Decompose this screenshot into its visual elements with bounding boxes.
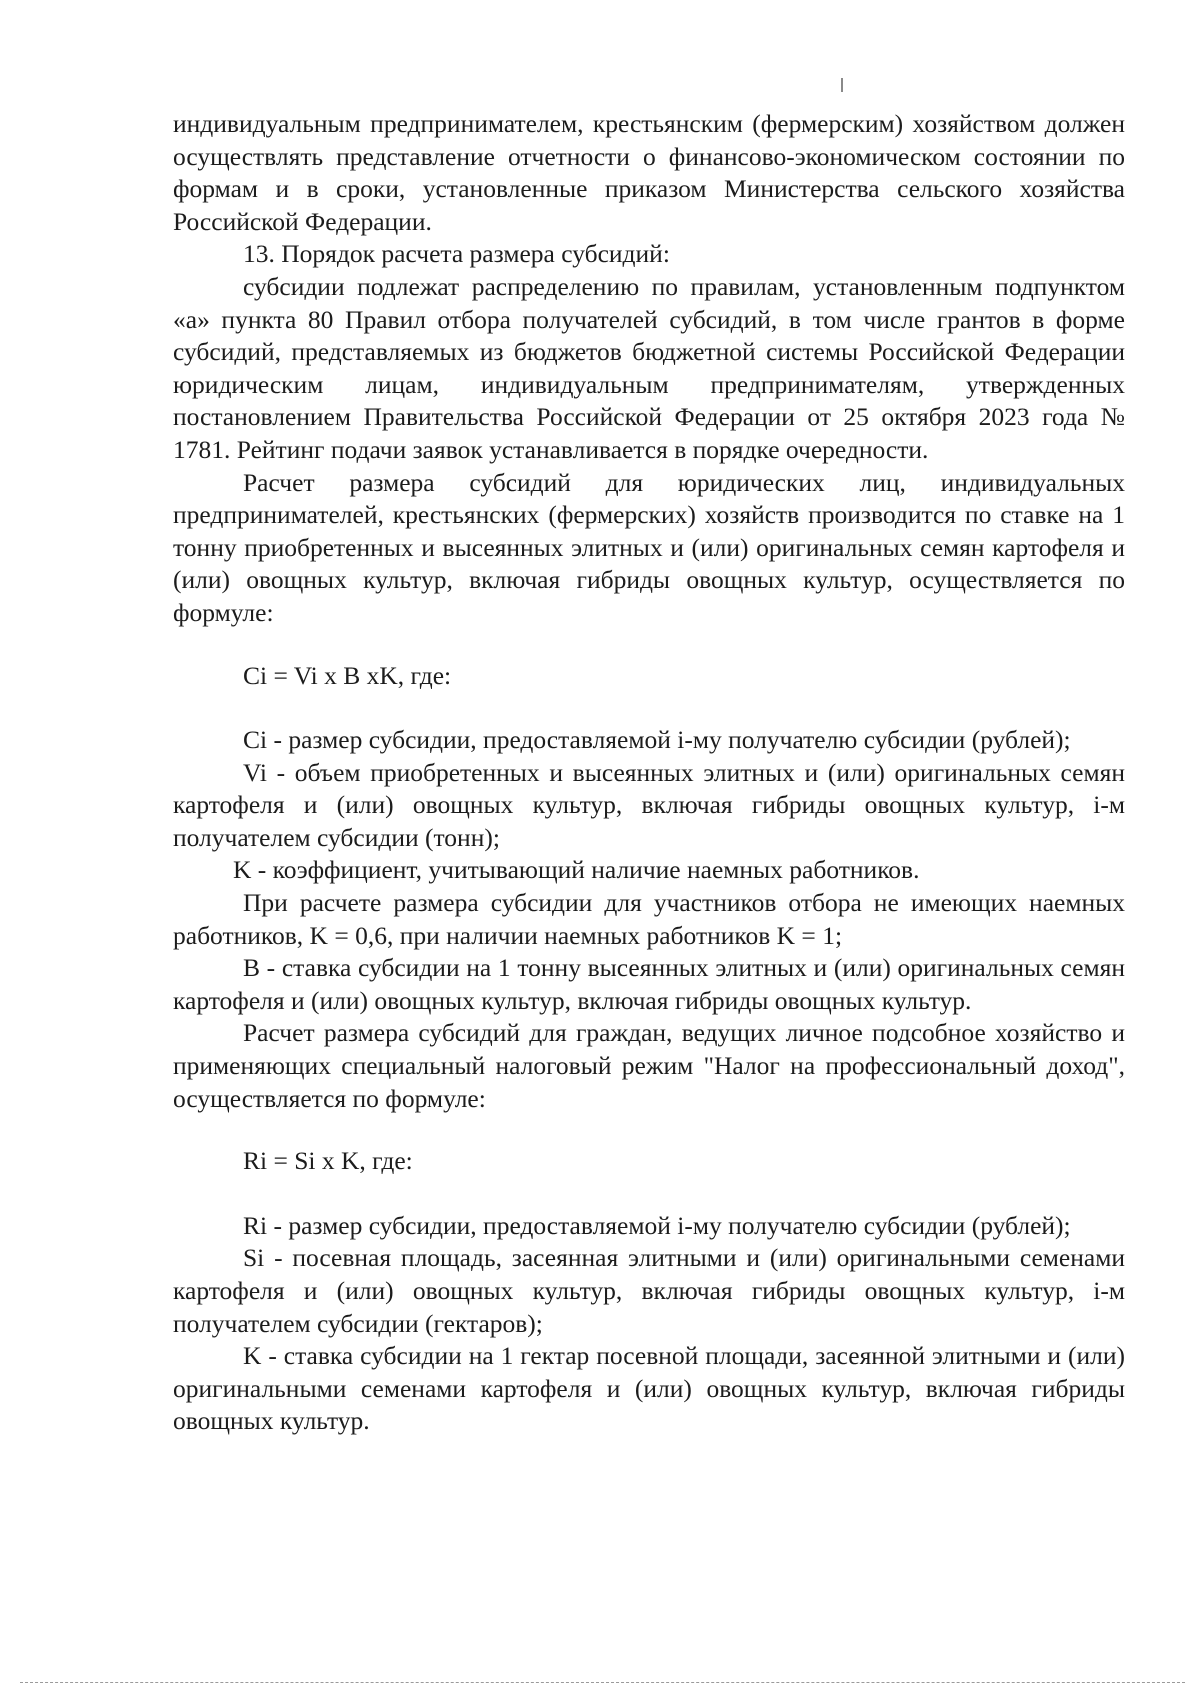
section-13-heading: 13. Порядок расчета размера субсидий:: [243, 239, 670, 269]
definition-k-rate: K - ставка субсидии на 1 гектар посевной площади, засеянной элитными и (или) оригинальными семенами картофеля и (или) овощных культур, включая гибриды овощных культур.: [173, 1341, 1125, 1436]
definition-si: Si - посевная площадь, засеянная элитными и (или) оригинальными семенами картофеля и (или) овощных культур, включая гибриды овощных культур, i-м получателем субсидии (гектаров);: [173, 1243, 1125, 1338]
paragraph-legal-entities-calculation: Расчет размера субсидий для юридических лиц, индивидуальных предпринимателей, крестьянских (фермерских) хозяйств производится по ставке на 1 тонну приобретенных и высеянных элитных и (или) оригинальных семян картофеля и (или) овощных культур, включая гибриды овощных культур, осуществляется по формуле:: [173, 467, 1125, 627]
definition-vi: Vi - объем приобретенных и высеянных элитных и (или) оригинальных семян картофеля и (или) овощных культур, включая гибриды овощных культур, i-м получателем субсидии (тонн);: [173, 757, 1125, 852]
definition-k-coefficient: K - коэффициент, учитывающий наличие наемных работников.: [233, 855, 920, 885]
scan-bottom-edge-line: [20, 1682, 1185, 1683]
scan-artifact-mark: [841, 78, 843, 92]
formula-ri: Ri = Si x K, где:: [243, 1146, 413, 1176]
definition-b-rate: B - ставка субсидии на 1 тонну высеянных элитных и (или) оригинальных семян картофеля и (или) овощных культур, включая гибриды овощных культур.: [173, 953, 1125, 1015]
document-body: [173, 108, 1125, 1438]
definition-ri: Ri - размер субсидии, предоставляемой i-му получателю субсидии (рублей);: [243, 1210, 1071, 1240]
paragraph-k-values: При расчете размера субсидии для участников отбора не имеющих наемных работников, K = 0,6, при наличии наемных работников K = 1;: [173, 888, 1125, 950]
definition-ci: Ci - размер субсидии, предоставляемой i-му получателю субсидии (рублей);: [243, 725, 1071, 755]
formula-ci: Ci = Vi x B xK, где:: [243, 660, 452, 690]
paragraph-distribution-rules: субсидии подлежат распределению по правилам, установленным подпунктом «а» пункта 80 Правил отбора получателей субсидий, в том числе грантов в форме субсидий, представляемых из бюджетов бюджетной системы Российской Федерации юридическим лицам, индивидуальным предпринимателям, утвержденных постановлением Правительства Российской Федерации от 25 октября 2023 года № 1781. Рейтинг подачи заявок устанавливается в порядке очередности.: [173, 271, 1125, 464]
paragraph-citizens-calculation: Расчет размера субсидий для граждан, ведущих личное подсобное хозяйство и применяющих специальный налоговый режим "Налог на профессиональный доход", осуществляется по формуле:: [173, 1018, 1125, 1113]
paragraph-reporting: индивидуальным предпринимателем, крестьянским (фермерским) хозяйством должен осуществлять представление отчетности о финансово-экономическом состоянии по формам и в сроки, установленные приказом Министерства сельского хозяйства Российской Федерации.: [173, 109, 1125, 236]
